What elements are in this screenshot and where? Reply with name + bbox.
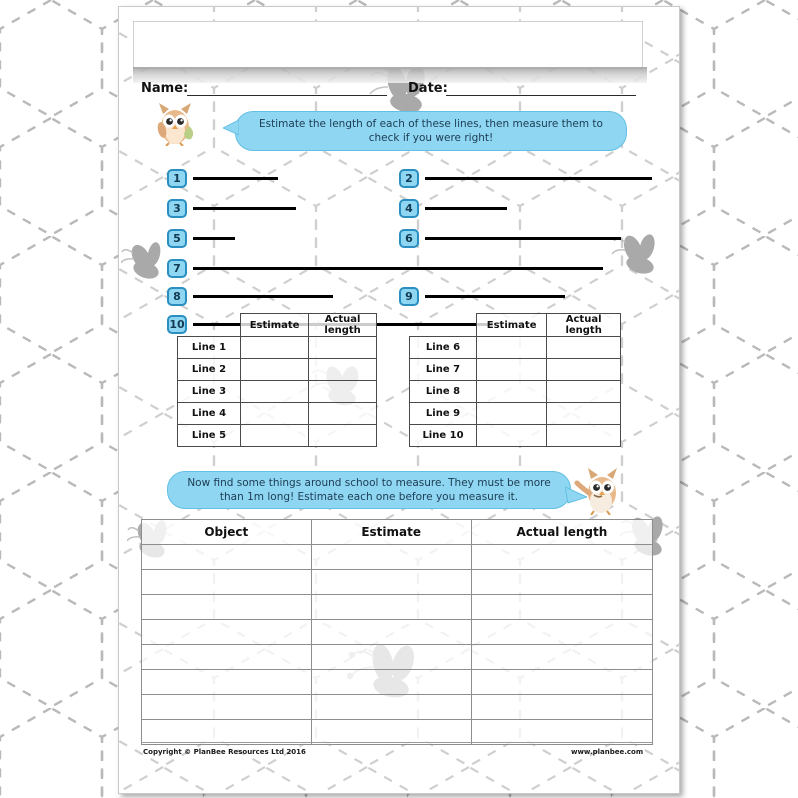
row-label: Line 10 bbox=[410, 425, 477, 447]
line-number-badge-label: 2 bbox=[405, 172, 413, 185]
lines-table-right bbox=[409, 313, 621, 447]
row-label: Line 5 bbox=[178, 425, 241, 447]
actual-length-cell[interactable] bbox=[309, 403, 377, 425]
date-label: Date: bbox=[408, 81, 448, 96]
col-object: Object bbox=[142, 520, 312, 545]
estimate-cell[interactable] bbox=[240, 381, 308, 403]
table-row bbox=[178, 425, 377, 447]
measurable-line-8 bbox=[193, 295, 333, 298]
col-estimate: Estimate bbox=[476, 314, 546, 337]
table-row bbox=[410, 381, 621, 403]
instruction-bubble-2 bbox=[167, 471, 571, 509]
estimate-cell[interactable] bbox=[240, 359, 308, 381]
header-shadow-band bbox=[133, 67, 647, 83]
row-label: Line 9 bbox=[410, 403, 477, 425]
instruction-bubble-2-text: Now find some things around school to measure. They must be more than 1m long! Estimate each one before you measure it. bbox=[187, 477, 551, 503]
actual-length-cell[interactable] bbox=[309, 425, 377, 447]
actual-length-cell[interactable] bbox=[471, 545, 652, 570]
measurable-line-7 bbox=[193, 267, 603, 270]
estimate-cell[interactable] bbox=[311, 545, 471, 570]
object-cell[interactable] bbox=[142, 570, 312, 595]
bee-silhouette-icon bbox=[121, 241, 173, 283]
actual-length-cell[interactable] bbox=[547, 403, 621, 425]
measurable-line-3 bbox=[193, 207, 296, 210]
line-number-badge-label: 1 bbox=[173, 172, 181, 185]
object-cell[interactable] bbox=[142, 670, 312, 695]
object-cell[interactable] bbox=[142, 645, 312, 670]
col-actual-length: Actual length bbox=[547, 314, 621, 337]
row-label: Line 8 bbox=[410, 381, 477, 403]
website-link[interactable]: www.planbee.com bbox=[571, 748, 644, 756]
object-cell[interactable] bbox=[142, 545, 312, 570]
line-number-badge-2 bbox=[399, 169, 419, 188]
line-number-badge-5 bbox=[167, 229, 187, 248]
date-input[interactable] bbox=[446, 95, 636, 96]
table-row bbox=[142, 570, 653, 595]
line-number-badge-label: 7 bbox=[173, 262, 181, 275]
line-number-badge-label: 3 bbox=[173, 202, 181, 215]
name-label: Name: bbox=[141, 81, 189, 96]
actual-length-cell[interactable] bbox=[547, 381, 621, 403]
footer-divider bbox=[141, 742, 653, 743]
line-number-badge-label: 5 bbox=[173, 232, 181, 245]
table-row bbox=[178, 359, 377, 381]
estimate-cell[interactable] bbox=[476, 359, 546, 381]
object-cell[interactable] bbox=[142, 620, 312, 645]
line-number-badge-4 bbox=[399, 199, 419, 218]
col-estimate: Estimate bbox=[311, 520, 471, 545]
worksheet-page bbox=[118, 6, 680, 794]
instruction-bubble-1-text: Estimate the length of each of these lines, then measure them to check if you were right! bbox=[259, 118, 603, 144]
estimate-cell[interactable] bbox=[240, 337, 308, 359]
object-cell[interactable] bbox=[142, 595, 312, 620]
measurable-line-4 bbox=[425, 207, 507, 210]
line-number-badge-label: 10 bbox=[169, 318, 185, 331]
table-row bbox=[410, 359, 621, 381]
actual-length-cell[interactable] bbox=[471, 620, 652, 645]
estimate-cell[interactable] bbox=[311, 720, 471, 745]
actual-length-cell[interactable] bbox=[547, 425, 621, 447]
line-number-badge-3 bbox=[167, 199, 187, 218]
row-label: Line 7 bbox=[410, 359, 477, 381]
table-row bbox=[178, 381, 377, 403]
estimate-cell[interactable] bbox=[311, 595, 471, 620]
actual-length-cell[interactable] bbox=[471, 570, 652, 595]
line-number-badge-label: 9 bbox=[405, 290, 413, 303]
estimate-cell[interactable] bbox=[476, 403, 546, 425]
copyright-text: Copyright © PlanBee Resources Ltd 2016 bbox=[143, 748, 306, 756]
object-cell[interactable] bbox=[142, 720, 312, 745]
actual-length-cell[interactable] bbox=[471, 720, 652, 745]
actual-length-cell[interactable] bbox=[471, 595, 652, 620]
actual-length-cell[interactable] bbox=[547, 337, 621, 359]
line-number-badge-7 bbox=[167, 259, 187, 278]
estimate-cell[interactable] bbox=[311, 620, 471, 645]
measurable-line-5 bbox=[193, 237, 235, 240]
table-row bbox=[142, 620, 653, 645]
estimate-cell[interactable] bbox=[311, 570, 471, 595]
row-label: Line 6 bbox=[410, 337, 477, 359]
actual-length-cell[interactable] bbox=[309, 359, 377, 381]
table-row bbox=[142, 720, 653, 745]
measurable-line-9 bbox=[425, 295, 565, 298]
measurable-line-6 bbox=[425, 237, 621, 240]
lines-table-left bbox=[177, 313, 377, 447]
estimate-cell[interactable] bbox=[476, 381, 546, 403]
line-number-badge-label: 6 bbox=[405, 232, 413, 245]
worksheet-header-box bbox=[133, 21, 643, 69]
actual-length-cell[interactable] bbox=[309, 381, 377, 403]
line-number-badge-1 bbox=[167, 169, 187, 188]
table-row bbox=[178, 403, 377, 425]
line-number-badge-8 bbox=[167, 287, 187, 306]
estimate-cell[interactable] bbox=[476, 425, 546, 447]
estimate-cell[interactable] bbox=[311, 670, 471, 695]
table-row bbox=[142, 645, 653, 670]
bubble-tail-1-icon bbox=[223, 119, 239, 137]
col-estimate: Estimate bbox=[240, 314, 308, 337]
name-input[interactable] bbox=[187, 95, 387, 96]
instruction-bubble-1 bbox=[235, 111, 627, 151]
measurable-line-2 bbox=[425, 177, 652, 180]
estimate-cell[interactable] bbox=[311, 645, 471, 670]
table-row bbox=[142, 595, 653, 620]
line-number-badge-6 bbox=[399, 229, 419, 248]
estimate-cell[interactable] bbox=[311, 695, 471, 720]
actual-length-cell[interactable] bbox=[309, 337, 377, 359]
object-cell[interactable] bbox=[142, 695, 312, 720]
actual-length-cell[interactable] bbox=[471, 645, 652, 670]
estimate-cell[interactable] bbox=[240, 425, 308, 447]
actual-length-cell[interactable] bbox=[471, 670, 652, 695]
row-label: Line 2 bbox=[178, 359, 241, 381]
measurable-line-1 bbox=[193, 177, 278, 180]
owl-pointing-character-icon bbox=[574, 465, 622, 515]
line-number-badge-9 bbox=[399, 287, 419, 306]
row-label: Line 3 bbox=[178, 381, 241, 403]
estimate-cell[interactable] bbox=[476, 337, 546, 359]
table-row bbox=[410, 403, 621, 425]
line-number-badge-label: 4 bbox=[405, 202, 413, 215]
owl-character-icon bbox=[153, 98, 197, 146]
table-row bbox=[142, 545, 653, 570]
objects-table bbox=[141, 519, 653, 745]
col-actual-length: Actual length bbox=[471, 520, 652, 545]
table-row bbox=[410, 337, 621, 359]
table-row bbox=[178, 337, 377, 359]
actual-length-cell[interactable] bbox=[547, 359, 621, 381]
table-row bbox=[142, 670, 653, 695]
row-label: Line 1 bbox=[178, 337, 241, 359]
line-number-badge-label: 8 bbox=[173, 290, 181, 303]
estimate-cell[interactable] bbox=[240, 403, 308, 425]
table-row bbox=[410, 425, 621, 447]
col-actual-length: Actual length bbox=[309, 314, 377, 337]
actual-length-cell[interactable] bbox=[471, 695, 652, 720]
row-label: Line 4 bbox=[178, 403, 241, 425]
table-row bbox=[142, 695, 653, 720]
